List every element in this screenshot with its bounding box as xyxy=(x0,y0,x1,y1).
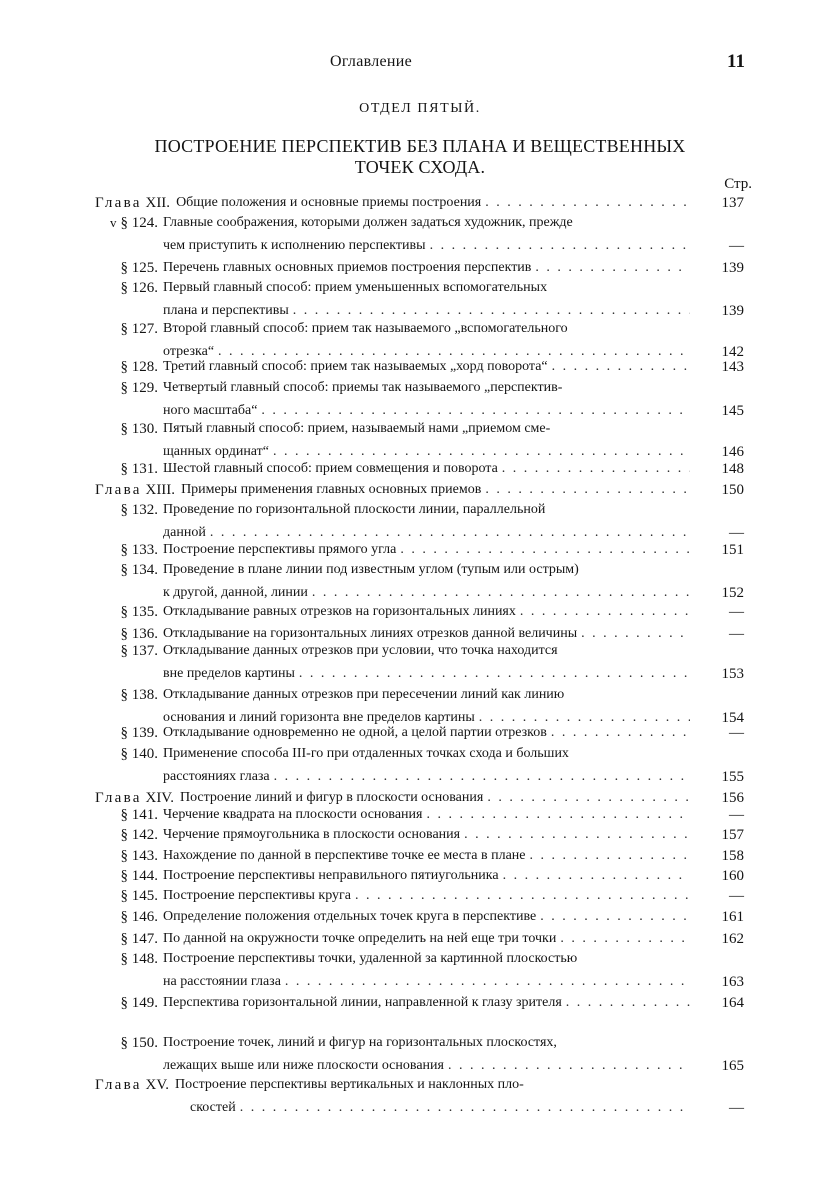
entry-line-2 xyxy=(163,584,690,602)
entry-text: Пятый главный способ: прием, называемый нами „приемом сме- xyxy=(163,421,551,436)
chapter-title-line-2 xyxy=(190,1099,690,1117)
entry-text: на расстоянии глаза xyxy=(163,974,281,989)
entry-line xyxy=(163,541,690,559)
section-number xyxy=(90,460,158,478)
dot-leader xyxy=(281,973,690,991)
entry-line xyxy=(163,994,690,1012)
chapter-word: Глава xyxy=(95,482,142,498)
dot-leader xyxy=(526,847,690,865)
section-number-text: § 126. xyxy=(120,280,158,296)
entry-text: лежащих выше или ниже плоскости основания xyxy=(163,1058,444,1073)
section-number-text: § 139. xyxy=(120,725,158,741)
entry-line-2 xyxy=(163,237,690,255)
dot-leader xyxy=(426,237,690,255)
chapter-title-line-1 xyxy=(175,1076,690,1094)
section-number xyxy=(90,320,158,338)
dot-leader xyxy=(562,994,690,1012)
entry-text: Примеры применения главных основных приемов xyxy=(181,482,482,497)
section-number xyxy=(90,379,158,397)
section-number-text: § 147. xyxy=(120,931,158,947)
entry-page: — xyxy=(729,725,744,741)
dot-leader xyxy=(269,443,690,461)
chapter-heading xyxy=(95,1076,169,1094)
chapter-word: Глава xyxy=(95,790,142,806)
entry-text: ного масштаба“ xyxy=(163,403,258,418)
section-number xyxy=(90,908,158,926)
section-number xyxy=(90,724,158,742)
section-number xyxy=(90,259,158,277)
section-number-text: § 130. xyxy=(120,421,158,437)
section-number xyxy=(90,994,158,1012)
entry-page: 157 xyxy=(721,827,744,843)
entry-page: 145 xyxy=(721,403,744,419)
entry-text: отрезка“ xyxy=(163,344,215,359)
entry-line xyxy=(163,908,690,926)
section-title-line-2: ТОЧЕК СХОДА. xyxy=(354,157,486,177)
entry-page: 143 xyxy=(721,359,744,375)
entry-line-1 xyxy=(163,561,690,579)
entry-text: щанных ординат“ xyxy=(163,444,269,459)
entry-text: Откладывание одновременно не одной, а целой партии отрезков xyxy=(163,725,547,740)
section-number xyxy=(90,867,158,885)
dot-leader xyxy=(498,460,690,478)
entry-text: вне пределов картины xyxy=(163,666,295,681)
entry-text: Построение перспективы точки, удаленной за картинной плоскостью xyxy=(163,951,578,966)
dot-leader xyxy=(270,768,690,786)
entry-page: — xyxy=(729,888,744,904)
chapter-heading xyxy=(95,481,175,499)
entry-line xyxy=(163,847,690,865)
section-number xyxy=(90,887,158,905)
section-number-text: § 145. xyxy=(120,888,158,904)
section-number xyxy=(90,420,158,438)
section-number-text: § 135. xyxy=(120,604,158,620)
entry-text: Перечень главных основных приемов построения перспектив xyxy=(163,260,532,275)
entry-line-1 xyxy=(163,379,690,397)
entry-line-1 xyxy=(163,501,690,519)
entry-line xyxy=(163,460,690,478)
section-number-text: § 133. xyxy=(120,542,158,558)
section-number-text: § 143. xyxy=(120,848,158,864)
chapter-heading xyxy=(95,194,170,212)
entry-text: Проведение в плане линии под известным углом (тупым или острым) xyxy=(163,562,579,577)
entry-text: Откладывание данных отрезков при условии, что точка находится xyxy=(163,643,558,658)
entry-page: — xyxy=(729,807,744,823)
entry-line-2 xyxy=(163,402,690,420)
chapter-number: XIV. xyxy=(145,790,174,806)
entry-line-2 xyxy=(163,524,690,542)
entry-line-1 xyxy=(163,950,690,968)
entry-text: Откладывание на горизонтальных линиях отрезков данной величины xyxy=(163,626,578,641)
entry-page: 155 xyxy=(721,769,744,785)
dot-leader xyxy=(308,584,690,602)
entry-text: Построение точек, линий и фигур на горизонтальных плоскостях, xyxy=(163,1035,557,1050)
entry-line-1 xyxy=(163,420,690,438)
dot-leader xyxy=(481,194,690,212)
entry-page: 151 xyxy=(721,542,744,558)
entry-page: 162 xyxy=(721,931,744,947)
section-number-text: § 148. xyxy=(120,951,158,967)
section-number xyxy=(90,541,158,559)
entry-page: — xyxy=(729,1100,744,1116)
entry-line xyxy=(163,358,690,376)
dot-leader xyxy=(548,358,690,376)
entry-text: Применение способа III-го при отдаленных точках схода и больших xyxy=(163,746,569,761)
section-number-text: § 125. xyxy=(120,260,158,276)
chapter-heading xyxy=(95,789,174,807)
entry-text: Черчение прямоугольника в плоскости основания xyxy=(163,827,461,842)
dot-leader xyxy=(295,665,690,683)
entry-text: основания и линий горизонта вне пределов картины xyxy=(163,710,475,725)
section-number-text: § 140. xyxy=(120,746,158,762)
entry-text: Четвертый главный способ: приемы так называемого „перспектив- xyxy=(163,380,563,395)
dot-leader xyxy=(422,806,690,824)
section-number-text: § 141. xyxy=(120,807,158,823)
dot-leader xyxy=(547,724,690,742)
entry-text: Шестой главный способ: прием совмещения и поворота xyxy=(163,461,498,476)
section-number-text: § 150. xyxy=(120,1035,158,1051)
entry-text: Черчение квадрата на плоскости основания xyxy=(163,807,423,822)
entry-page: 154 xyxy=(721,710,744,726)
section-number-text: § 129. xyxy=(120,380,158,396)
entry-text: Первый главный способ: прием уменьшенных вспомогательных xyxy=(163,280,548,295)
section-number xyxy=(90,214,158,232)
entry-line xyxy=(163,603,690,621)
entry-page: 163 xyxy=(721,974,744,990)
dot-leader xyxy=(289,302,690,320)
chapter-number: XV. xyxy=(145,1077,169,1093)
entry-text: Откладывание данных отрезков при пересечении линий как линию xyxy=(163,687,565,702)
entry-line-1 xyxy=(163,320,690,338)
entry-text: Проведение по горизонтальной плоскости линии, параллельной xyxy=(163,502,546,517)
section-number-text: § 127. xyxy=(120,321,158,337)
chapter-number: XIII. xyxy=(145,482,176,498)
section-title-line-1: ПОСТРОЕНИЕ ПЕРСПЕКТИВ БЕЗ ПЛАНА И ВЕЩЕСТВЕННЫХ xyxy=(154,136,686,156)
section-number xyxy=(90,1034,158,1052)
dot-leader xyxy=(483,789,690,807)
entry-line-2 xyxy=(163,1057,690,1075)
section-number-text: § 134. xyxy=(120,562,158,578)
dot-leader xyxy=(556,930,690,948)
dot-leader xyxy=(577,625,690,643)
entry-line-2 xyxy=(163,302,690,320)
dot-leader xyxy=(396,541,690,559)
section-number-text: § 138. xyxy=(120,687,158,703)
entry-page: 139 xyxy=(721,260,744,276)
section-number xyxy=(90,501,158,519)
entry-line xyxy=(163,867,690,885)
page-column-header: Стр. xyxy=(724,176,752,192)
section-number xyxy=(90,745,158,763)
section-number xyxy=(90,642,158,660)
entry-text: чем приступить к исполнению перспективы xyxy=(163,238,426,253)
entry-text: Нахождение по данной в перспективе точке ее места в плане xyxy=(163,848,526,863)
entry-text: Перспектива горизонтальной линии, направленной к глазу зрителя xyxy=(163,995,562,1010)
entry-text: Второй главный способ: прием так называемого „вспомогательного xyxy=(163,321,568,336)
entry-line xyxy=(163,625,690,643)
entry-text: скостей xyxy=(190,1100,236,1115)
entry-page: 160 xyxy=(721,868,744,884)
section-label: ОТДЕЛ ПЯТЫЙ. xyxy=(359,101,481,116)
section-number-text: § 131. xyxy=(120,461,158,477)
entry-line-2 xyxy=(163,443,690,461)
entry-text: к другой, данной, линии xyxy=(163,585,308,600)
entry-page: — xyxy=(729,626,744,642)
chapter-word: Глава xyxy=(95,1077,142,1093)
section-number xyxy=(90,279,158,297)
entry-text: расстояниях глаза xyxy=(163,769,270,784)
entry-page: 139 xyxy=(721,303,744,319)
chapter-title xyxy=(180,789,690,807)
entry-text: Построение линий и фигур в плоскости основания xyxy=(179,790,484,805)
entry-page: 156 xyxy=(721,790,744,806)
section-number xyxy=(90,561,158,579)
check-mark: v xyxy=(110,215,117,230)
dot-leader xyxy=(444,1057,690,1075)
section-number-text: § 128. xyxy=(120,359,158,375)
dot-leader xyxy=(499,867,690,885)
entry-line-2 xyxy=(163,973,690,991)
section-number-text: § 142. xyxy=(120,827,158,843)
entry-page: 150 xyxy=(721,482,744,498)
dot-leader xyxy=(351,887,690,905)
entry-page: 164 xyxy=(721,995,744,1011)
section-number xyxy=(90,806,158,824)
section-number xyxy=(90,950,158,968)
section-number-text: § 144. xyxy=(120,868,158,884)
dot-leader xyxy=(236,1099,690,1117)
dot-leader xyxy=(206,524,690,542)
entry-text: Откладывание равных отрезков на горизонтальных линиях xyxy=(163,604,516,619)
entry-page: 165 xyxy=(721,1058,744,1074)
entry-line xyxy=(163,259,690,277)
entry-line xyxy=(163,826,690,844)
entry-text: плана и перспективы xyxy=(163,303,289,318)
entry-text: Построение перспективы прямого угла xyxy=(163,542,397,557)
entry-line-1 xyxy=(163,279,690,297)
entry-line-1 xyxy=(163,686,690,704)
entry-text: Построение перспективы круга xyxy=(163,888,351,903)
entry-page: 137 xyxy=(721,195,744,211)
section-number-text: § 146. xyxy=(120,909,158,925)
section-number-text: § 124. xyxy=(120,215,158,231)
dot-leader xyxy=(536,908,690,926)
entry-text: Общие положения и основные приемы построения xyxy=(176,195,482,210)
dot-leader xyxy=(516,603,690,621)
entry-page: 146 xyxy=(721,444,744,460)
entry-line-2 xyxy=(163,665,690,683)
entry-page: 152 xyxy=(721,585,744,601)
entry-text: Определение положения отдельных точек круга в перспективе xyxy=(163,909,537,924)
entry-line-1 xyxy=(163,642,690,660)
section-number xyxy=(90,358,158,376)
dot-leader xyxy=(531,259,690,277)
entry-text: данной xyxy=(163,525,206,540)
section-number-text: § 136. xyxy=(120,626,158,642)
chapter-title xyxy=(181,481,690,499)
section-number xyxy=(90,826,158,844)
section-number xyxy=(90,930,158,948)
entry-text: По данной на окружности точке определить на ней еще три точки xyxy=(163,931,557,946)
section-number-text: § 132. xyxy=(120,502,158,518)
entry-page: 158 xyxy=(721,848,744,864)
entry-text: Главные соображения, которыми должен задаться художник, прежде xyxy=(163,215,573,230)
entry-line xyxy=(163,806,690,824)
chapter-title xyxy=(176,194,690,212)
running-header-title: Оглавление xyxy=(330,53,413,70)
entry-line xyxy=(163,887,690,905)
entry-page: 142 xyxy=(721,344,744,360)
section-number xyxy=(90,603,158,621)
section-number xyxy=(90,847,158,865)
chapter-word: Глава xyxy=(95,195,142,211)
dot-leader xyxy=(481,481,690,499)
entry-line xyxy=(163,724,690,742)
section-number-text: § 149. xyxy=(120,995,158,1011)
section-number xyxy=(90,686,158,704)
entry-page: 148 xyxy=(721,461,744,477)
entry-page: 161 xyxy=(721,909,744,925)
section-number-text: § 137. xyxy=(120,643,158,659)
entry-line-2 xyxy=(163,768,690,786)
entry-page: — xyxy=(729,238,744,254)
dot-leader xyxy=(460,826,690,844)
chapter-number: XII. xyxy=(145,195,171,211)
entry-line-1 xyxy=(163,1034,690,1052)
entry-text: Третий главный способ: прием так называемых „хорд поворота“ xyxy=(163,359,548,374)
entry-page: — xyxy=(729,525,744,541)
entry-page: — xyxy=(729,604,744,620)
entry-line xyxy=(163,930,690,948)
page-number: 11 xyxy=(727,51,745,72)
entry-line-1 xyxy=(163,214,690,232)
dot-leader xyxy=(257,402,690,420)
section-number xyxy=(90,625,158,643)
entry-text: Построение перспективы вертикальных и наклонных пло- xyxy=(174,1077,524,1092)
entry-line-1 xyxy=(163,745,690,763)
entry-page: 153 xyxy=(721,666,744,682)
entry-text: Построение перспективы неправильного пятиугольника xyxy=(163,868,499,883)
